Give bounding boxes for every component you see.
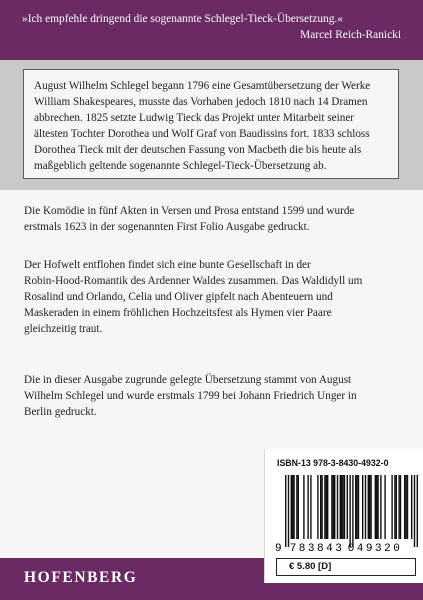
barcode-bar: [370, 475, 371, 539]
barcode-bar: [303, 475, 304, 539]
barcode-bar: [362, 475, 363, 539]
barcode-bar: [411, 475, 412, 539]
barcode-bar: [321, 475, 322, 539]
description-paragraph-3: [24, 372, 357, 420]
barcode-bar: [365, 475, 366, 539]
barcode-bar: [417, 475, 418, 547]
intro-line: August Wilhelm Schlegel begann 1796 eine Gesamtübersetzung der Werke: [34, 80, 371, 92]
description-paragraph-1: [24, 203, 354, 235]
barcode-bar: [396, 475, 397, 539]
barcode-bar: [320, 475, 321, 539]
barcode-bar: [293, 475, 294, 539]
barcode-bar: [331, 475, 332, 539]
barcode-bar: [384, 475, 385, 539]
barcode-bar: [352, 475, 353, 547]
barcode-bar: [377, 475, 378, 539]
barcode-bar: [341, 475, 342, 539]
quote-author: Marcel Reich-Ranicki: [300, 29, 401, 41]
barcode-bar: [368, 475, 369, 539]
barcode-bar: [292, 475, 293, 539]
barcode-bar: [391, 475, 392, 539]
barcode-bar: [349, 475, 350, 547]
barcode-bar: [400, 475, 401, 539]
barcode-bar: [407, 475, 408, 539]
barcode-bar: [334, 475, 335, 539]
paragraph-line: erstmals 1623 in der sogenannten First Folio Ausgabe gedruckt.: [24, 221, 310, 233]
publisher-logo: HOFENBERG: [24, 569, 138, 586]
paragraph-line: Die in dieser Ausgabe zugrunde gelegte Übersetzung stammt von August: [24, 374, 352, 386]
barcode-lead-digit: 9: [275, 543, 282, 555]
barcode-bar: [398, 475, 399, 539]
ean-barcode: [273, 475, 419, 555]
barcode-bar: [310, 475, 311, 539]
barcode-group-right: 049320: [347, 543, 403, 555]
intro-line: ältesten Tochter Dorothea und Wolf Graf von Baudissins fort. 1833 schloss: [34, 128, 370, 140]
paragraph-line: gleichzeitig traut.: [24, 323, 103, 335]
barcode-bar: [326, 475, 327, 539]
barcode-bar: [376, 475, 377, 539]
price-label: € 5.80 [D]: [276, 558, 416, 576]
paragraph-line: Der Hofwelt entflohen findet sich eine bunte Gesellschaft in der: [24, 259, 311, 271]
paragraph-line: Maskeraden in einem fröhlichen Hochzeitsfest als Hymen vier Paare: [24, 307, 332, 319]
barcode-bar: [288, 475, 289, 547]
description-paragraph-2: [24, 257, 362, 337]
barcode-bar: [405, 475, 406, 539]
isbn-label: ISBN-13 978-3-8430-4932-0: [277, 458, 389, 468]
barcode-bar: [333, 475, 334, 539]
barcode-group-left: 783843: [289, 543, 345, 555]
barcode-bar: [342, 475, 343, 539]
barcode-bar: [355, 475, 356, 539]
barcode-bar: [404, 475, 405, 539]
intro-line: William Shakespeares, musste das Vorhaben jedoch 1810 nach 14 Dramen: [34, 96, 368, 108]
barcode-panel: [264, 449, 423, 583]
paragraph-line: Die Komödie in fünf Akten in Versen und Prosa entstand 1599 und wurde: [24, 205, 355, 217]
barcode-bar: [414, 475, 415, 547]
barcode-bar: [307, 475, 308, 539]
barcode-bar: [285, 475, 286, 547]
intro-box: [23, 69, 399, 179]
paragraph-line: Berlin gedruckt.: [24, 406, 97, 418]
barcode-bar: [356, 475, 357, 539]
barcode-bar: [298, 475, 299, 539]
quote-text: »Ich empfehle dringend die sogenannte Schlegel-Tieck-Übersetzung.«: [22, 13, 343, 25]
barcode-bar: [291, 475, 292, 539]
intro-text: [34, 78, 370, 174]
intro-line: abbrechen. 1825 setzte Ludwig Tieck das Projekt unter Mitarbeit seiner: [34, 112, 355, 124]
barcode-bar: [358, 475, 359, 539]
barcode-bar: [380, 475, 381, 539]
barcode-bar: [324, 475, 325, 539]
barcode-bar: [375, 475, 376, 539]
intro-line: maßgeblich geltende sogenannte Schlegel-Tieck-Übersetzung ab.: [34, 160, 327, 172]
paragraph-line: Wilhelm Schlegel und wurde erstmals 1799 bei Johann Friedrich Unger in: [24, 390, 357, 402]
barcode-bar: [344, 475, 345, 539]
intro-line: Dorothea Tieck mit der deutschen Fassung von Macbeth die bis heute als: [34, 144, 362, 156]
paragraph-line: Rosalind und Orlando, Celia und Oliver gipfelt nach Abenteuern und: [24, 291, 333, 303]
barcode-bar: [347, 475, 348, 539]
barcode-bar: [296, 475, 297, 539]
barcode-bar: [369, 475, 370, 539]
barcode-bar: [340, 475, 341, 539]
quote-banner: [0, 0, 423, 60]
barcode-bar: [327, 475, 328, 539]
barcode-bar: [337, 475, 338, 539]
barcode-bar: [394, 475, 395, 539]
paragraph-line: Robin-Hood-Romantik des Ardenner Waldes zusammen. Das Waldidyll um: [24, 275, 363, 287]
barcode-bar: [317, 475, 318, 539]
